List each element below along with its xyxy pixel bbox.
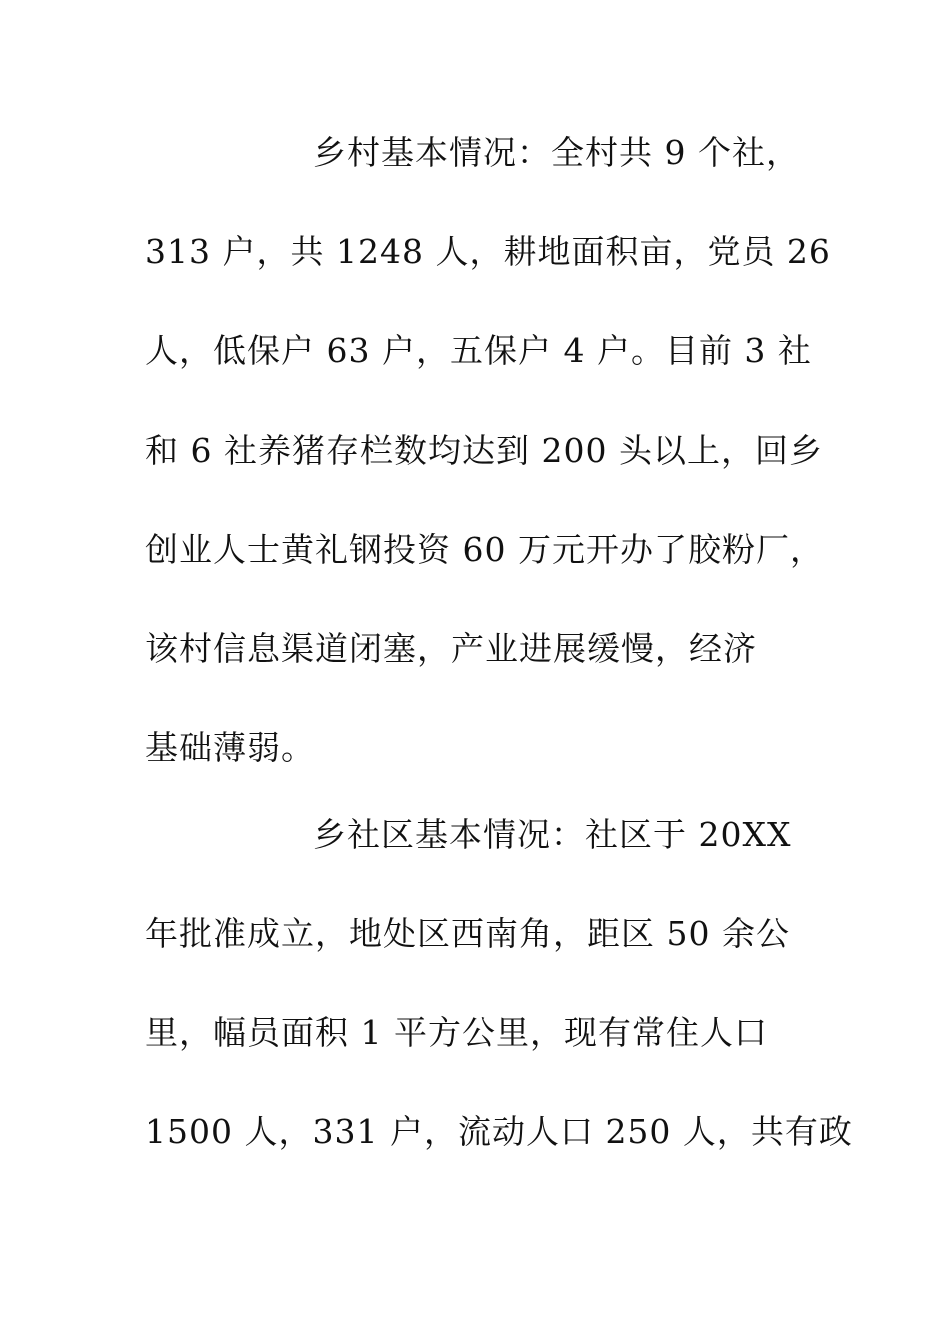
paragraph-2-line-2: 年批准成立，地处区西南角，距区 50 余公 [145, 914, 790, 953]
paragraph-1-line-2: 313 户，共 1248 人，耕地面积亩，党员 26 [145, 232, 831, 271]
paragraph-1-line-5: 创业人士黄礼钢投资 60 万元开办了胶粉厂， [145, 530, 824, 569]
paragraph-2-line-1: 乡社区基本情况：社区于 20XX [313, 815, 792, 854]
paragraph-1-line-6: 该村信息渠道闭塞，产业进展缓慢，经济 [145, 629, 757, 668]
paragraph-1-line-4: 和 6 社养猪存栏数均达到 200 头以上，回乡 [145, 431, 823, 470]
paragraph-2-line-3: 里，幅员面积 1 平方公里，现有常住人口 [145, 1013, 768, 1052]
paragraph-1-line-7: 基础薄弱。 [145, 728, 315, 767]
paragraph-1-line-3: 人，低保户 63 户，五保户 4 户。目前 3 社 [145, 331, 812, 370]
paragraph-2-line-4: 1500 人，331 户，流动人口 250 人，共有政 [145, 1112, 853, 1151]
paragraph-1-line-1: 乡村基本情况：全村共 9 个社， [313, 133, 800, 172]
